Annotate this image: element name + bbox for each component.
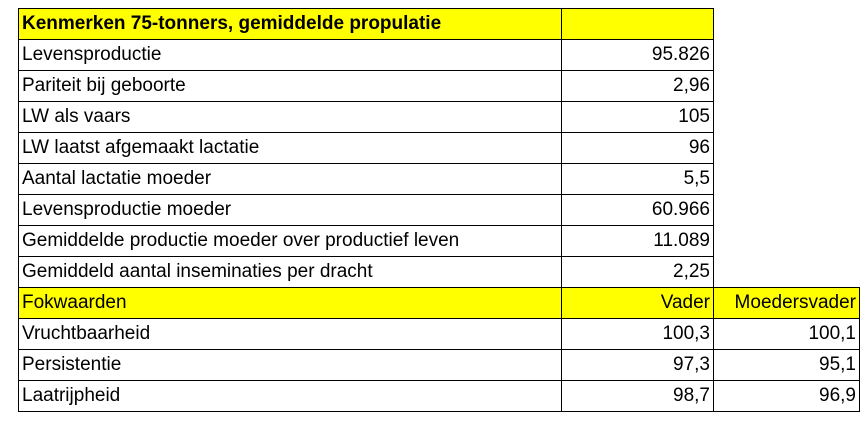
row-value[interactable]: 2,96 — [562, 71, 714, 102]
row-label[interactable]: Pariteit bij geboorte — [19, 71, 562, 102]
table-row — [19, 319, 860, 350]
row-label[interactable]: LW als vaars — [19, 102, 562, 133]
table-row — [19, 257, 860, 288]
blank-cell — [714, 164, 860, 195]
row-label[interactable]: Aantal lactatie moeder — [19, 164, 562, 195]
table-row — [19, 381, 860, 412]
blank-cell — [714, 226, 860, 257]
row-value[interactable]: 95.826 — [562, 40, 714, 71]
fok-row-label[interactable]: Persistentie — [19, 350, 562, 381]
blank-cell — [714, 40, 860, 71]
row-value[interactable]: 96 — [562, 133, 714, 164]
table-row — [19, 71, 860, 102]
row-label[interactable]: LW laatst afgemaakt lactatie — [19, 133, 562, 164]
fokwaarden-header-row — [19, 288, 860, 319]
row-label[interactable]: Levensproductie — [19, 40, 562, 71]
moedersvader-header[interactable]: Moedersvader — [714, 288, 860, 319]
title-empty-cell[interactable] — [562, 9, 714, 40]
row-label[interactable]: Gemiddelde productie moeder over productief leven — [19, 226, 562, 257]
spreadsheet-table-container — [18, 8, 860, 412]
blank-cell — [714, 102, 860, 133]
moedersvader-value[interactable]: 100,1 — [714, 319, 860, 350]
table-row — [19, 226, 860, 257]
row-value[interactable]: 105 — [562, 102, 714, 133]
title-row — [19, 9, 860, 40]
blank-cell — [714, 71, 860, 102]
table-row — [19, 350, 860, 381]
blank-cell — [714, 195, 860, 226]
table-row — [19, 195, 860, 226]
row-label[interactable]: Levensproductie moeder — [19, 195, 562, 226]
moedersvader-value[interactable]: 96,9 — [714, 381, 860, 412]
table-row — [19, 102, 860, 133]
row-value[interactable]: 60.966 — [562, 195, 714, 226]
table-row — [19, 133, 860, 164]
table-row — [19, 40, 860, 71]
vader-header[interactable]: Vader — [562, 288, 714, 319]
blank-cell — [714, 133, 860, 164]
row-label[interactable]: Gemiddeld aantal inseminaties per dracht — [19, 257, 562, 288]
row-value[interactable]: 2,25 — [562, 257, 714, 288]
blank-cell — [714, 9, 860, 40]
vader-value[interactable]: 98,7 — [562, 381, 714, 412]
row-value[interactable]: 11.089 — [562, 226, 714, 257]
fok-row-label[interactable]: Laatrijpheid — [19, 381, 562, 412]
blank-cell — [714, 257, 860, 288]
fokwaarden-header-label[interactable]: Fokwaarden — [19, 288, 562, 319]
characteristics-table — [18, 8, 860, 412]
vader-value[interactable]: 97,3 — [562, 350, 714, 381]
moedersvader-value[interactable]: 95,1 — [714, 350, 860, 381]
vader-value[interactable]: 100,3 — [562, 319, 714, 350]
fok-row-label[interactable]: Vruchtbaarheid — [19, 319, 562, 350]
table-row — [19, 164, 860, 195]
row-value[interactable]: 5,5 — [562, 164, 714, 195]
table-title[interactable]: Kenmerken 75-tonners, gemiddelde propulatie — [19, 9, 562, 40]
